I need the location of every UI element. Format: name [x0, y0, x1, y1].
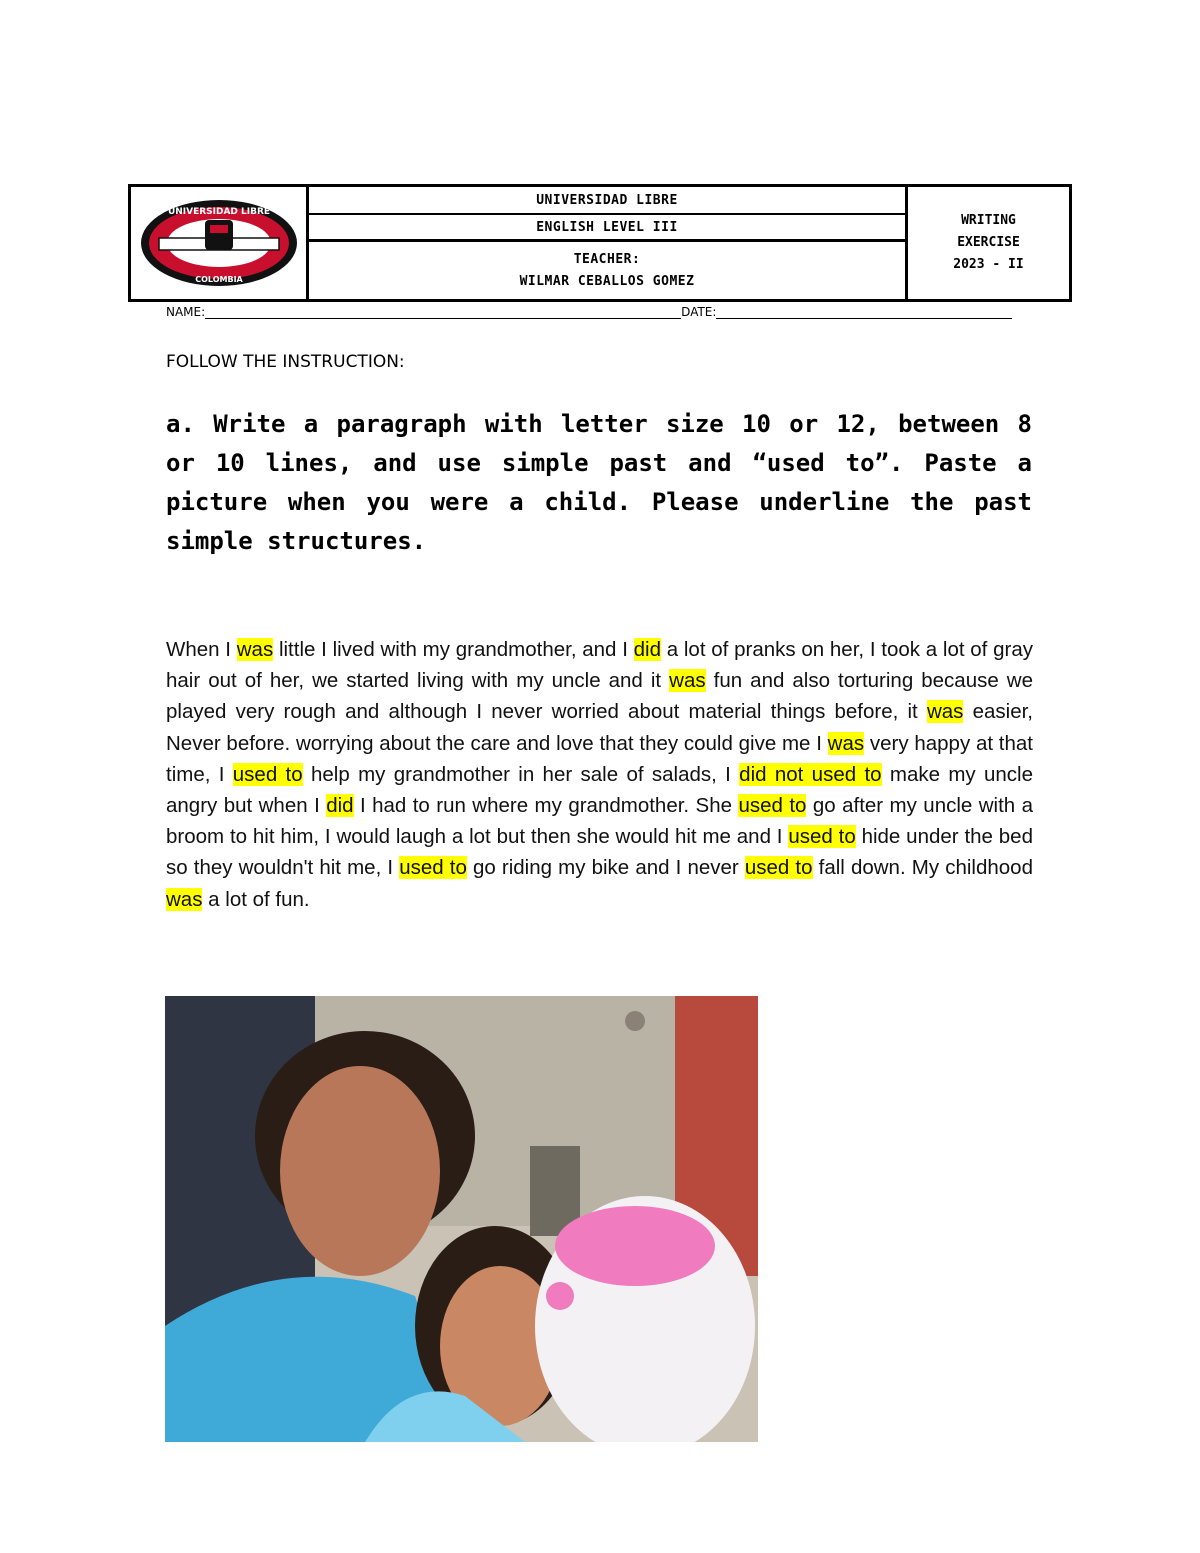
- paragraph-text-segment: go after my uncle with a broom to hit him, I would laugh a lot but then she would hit me and I: [166, 794, 1034, 849]
- paragraph-text-segment: fun and also torturing because we played very rough and although I never worried about material things before, it: [166, 669, 1033, 724]
- date-field[interactable]: [716, 306, 1012, 319]
- course-level: ENGLISH LEVEL III: [309, 215, 905, 242]
- follow-instruction-heading: FOLLOW THE INSTRUCTION:: [166, 352, 405, 372]
- childhood-photo-image: [165, 996, 758, 1442]
- highlighted-past-structure: was: [236, 638, 274, 661]
- paragraph-text-segment: When I: [166, 638, 237, 661]
- paragraph-text-segment: a lot of pranks on her, I took a lot of gray hair out of her, we started living with my uncle and it: [166, 638, 1033, 693]
- highlighted-past-structure: did: [326, 794, 354, 818]
- paragraph-text-segment: help my grandmother in her sale of salads, I: [302, 762, 740, 786]
- logo-top-text: UNIVERSIDAD LIBRE: [167, 207, 270, 217]
- teacher-name: WILMAR CEBALLOS GOMEZ: [519, 273, 695, 289]
- childhood-photo: [165, 996, 758, 1442]
- student-paragraph: [166, 634, 1033, 915]
- teacher-label: TEACHER:: [573, 251, 641, 267]
- highlighted-past-structure: was: [166, 887, 203, 911]
- highlighted-past-structure: was: [669, 669, 706, 693]
- exercise-line-3: 2023 - II: [953, 257, 1024, 272]
- highlighted-past-structure: was: [827, 731, 865, 755]
- name-date-row: [166, 305, 1034, 319]
- name-label: NAME:: [166, 305, 206, 319]
- header-center-cell: [309, 187, 905, 299]
- paragraph-text-segment: little I lived with my grandmother, and I: [273, 638, 634, 661]
- highlighted-past-structure: used to: [738, 794, 807, 818]
- highlighted-past-structure: used to: [788, 825, 856, 849]
- logo-bottom-text: COLOMBIA: [194, 275, 243, 284]
- paragraph-text-segment: go riding my bike and I never: [466, 856, 745, 880]
- paragraph-text-segment: hide under the bed so they wouldn't hit me, I: [166, 825, 1033, 880]
- highlighted-past-structure: did: [633, 638, 661, 661]
- highlighted-past-structure: used to: [399, 856, 467, 880]
- highlighted-past-structure: used to: [232, 762, 303, 786]
- paragraph-text-segment: very happy at that time, I: [166, 731, 1033, 786]
- instruction-text: a. Write a paragraph with letter size 10 or 12, between 8 or 10 lines, and use simple past and “used to”. Paste a picture when you were a child. Please underline the past simple structures.: [166, 410, 1032, 555]
- paragraph-text-segment: a lot of fun.: [202, 887, 310, 911]
- paragraph-text-segment: fall down. My childhood: [812, 856, 1033, 880]
- highlighted-past-structure: was: [926, 700, 964, 724]
- highlighted-past-structure: did not used to: [739, 762, 882, 786]
- logo-cell: [131, 187, 309, 299]
- exercise-info-cell: [905, 187, 1069, 299]
- teacher-block: [309, 242, 905, 299]
- date-label: DATE:: [681, 305, 717, 319]
- highlighted-past-structure: used to: [744, 856, 813, 880]
- paragraph-text-segment: I had to run where my grandmother. She: [353, 794, 739, 818]
- name-field[interactable]: [205, 306, 681, 319]
- exercise-line-2: EXERCISE: [957, 235, 1020, 250]
- paragraph-text-segment: easier, Never before. worrying about the care and love that they could give me I: [166, 700, 1033, 755]
- header-table: [128, 184, 1072, 302]
- university-name: UNIVERSIDAD LIBRE: [309, 187, 905, 215]
- paragraph-text-segment: make my uncle angry but when I: [166, 762, 1033, 818]
- exercise-line-1: WRITING: [961, 213, 1016, 228]
- university-logo: [139, 198, 299, 288]
